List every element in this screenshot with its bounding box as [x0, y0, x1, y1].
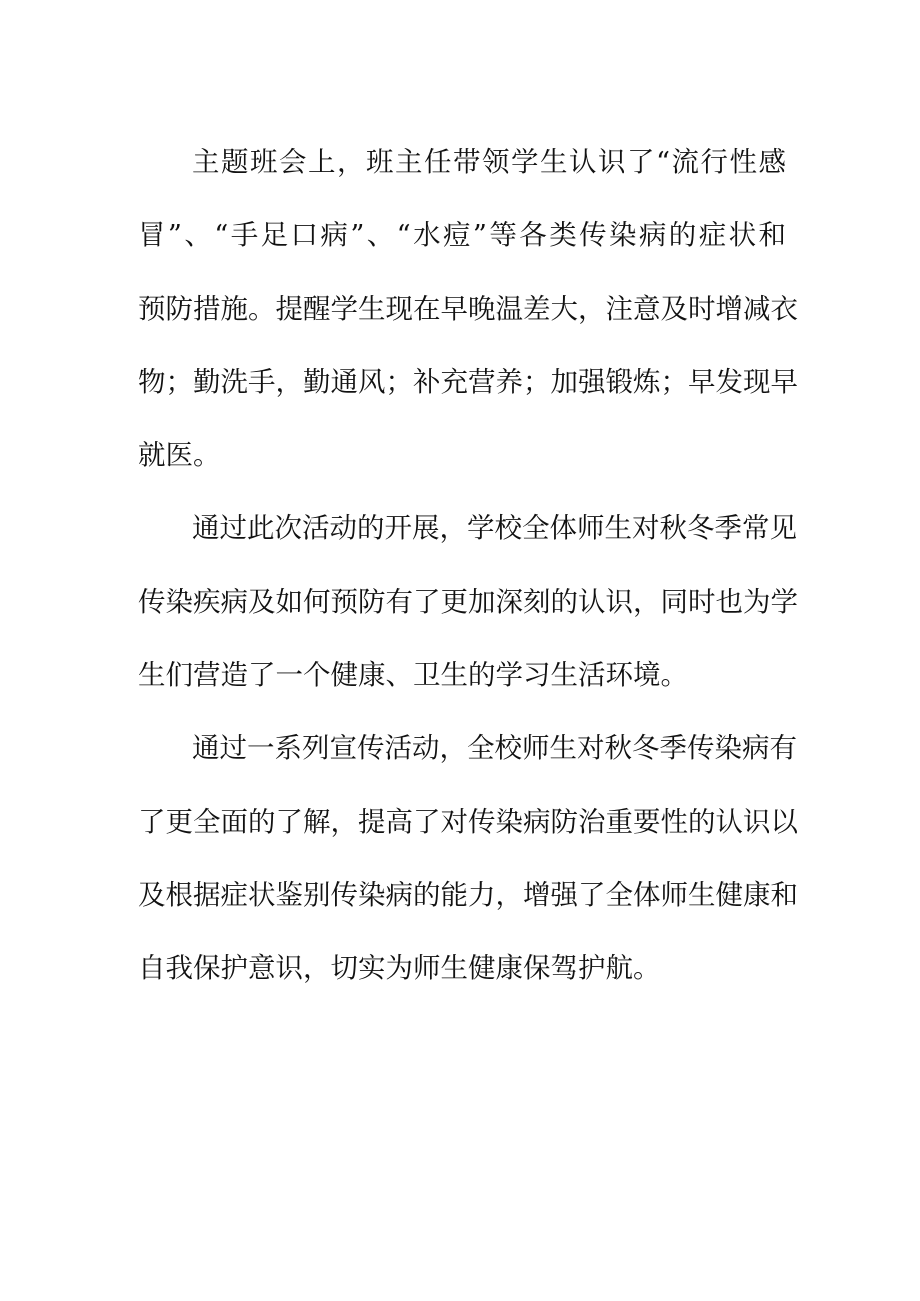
paragraph-line: 通过一系列宣传活动，全校师生对秋冬季传染病有 [192, 732, 797, 765]
paragraph-line: 自我保护意识，切实为师生健康保驾护航。 [138, 952, 661, 985]
paragraph-line: 预防措施。提醒学生现在早晚温差大，注意及时增减衣 [138, 292, 798, 325]
paragraph-line: 主题班会上，班主任带领学生认识了“流行性感 [192, 146, 786, 178]
paragraph-3 [138, 712, 798, 1005]
paragraph-line: 冒”、“手足口病”、“水痘”等各类传染病的症状和 [138, 219, 786, 252]
paragraph-line: 及根据症状鉴别传染病的能力，增强了全体师生健康和 [138, 878, 798, 911]
paragraph-1 [138, 126, 798, 492]
paragraph-line: 了更全面的了解，提高了对传染病防治重要性的认识以 [138, 805, 798, 838]
paragraph-line: 就医。 [138, 439, 221, 472]
paragraph-line: 物；勤洗手，勤通风；补充营养；加强锻炼；早发现早 [138, 365, 798, 398]
document-body [138, 126, 798, 1006]
paragraph-2 [138, 492, 798, 712]
paragraph-line: 传染疾病及如何预防有了更加深刻的认识，同时也为学 [138, 585, 798, 618]
paragraph-line: 生们营造了一个健康、卫生的学习生活环境。 [138, 659, 688, 692]
paragraph-line: 通过此次活动的开展，学校全体师生对秋冬季常见 [192, 512, 797, 545]
